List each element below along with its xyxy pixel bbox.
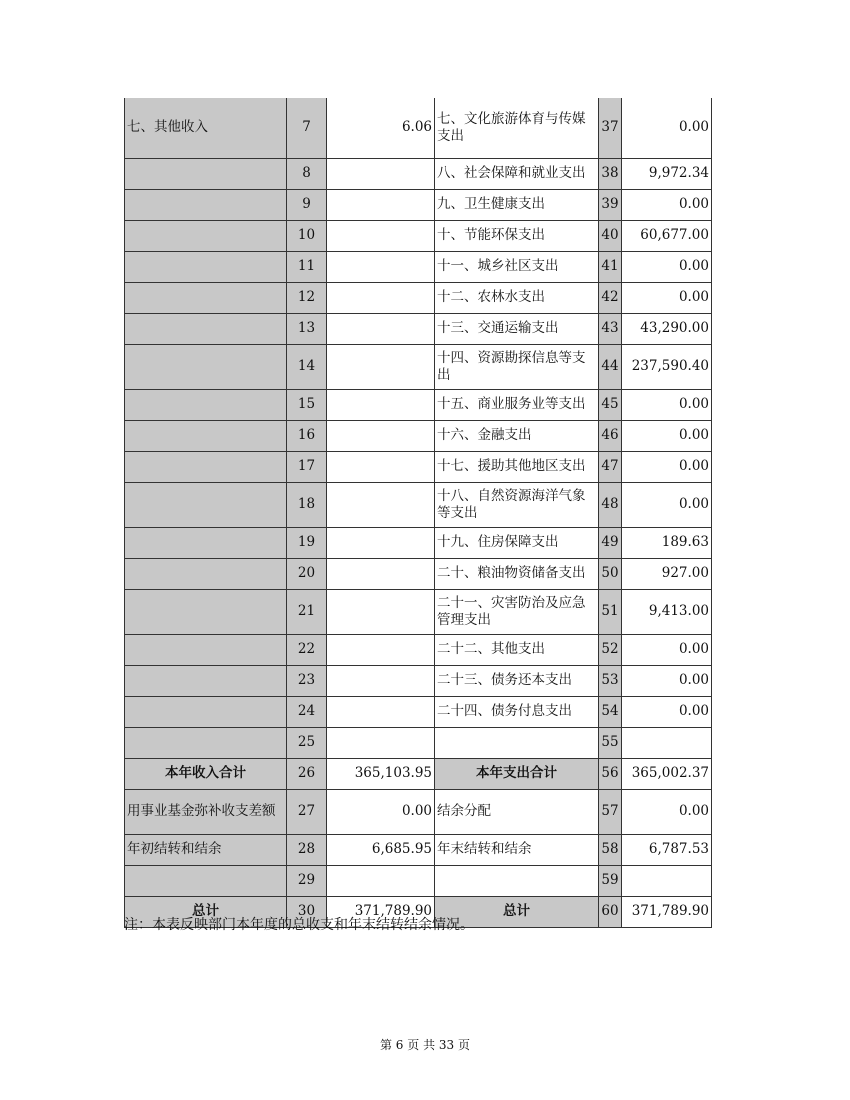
right-label-cell: 十九、住房保障支出 xyxy=(435,527,599,558)
table-row xyxy=(125,527,712,558)
right-amount-cell: 0.00 xyxy=(622,634,712,665)
left-line-number-cell: 14 xyxy=(287,344,327,389)
right-amount-cell xyxy=(622,727,712,758)
table-row xyxy=(125,865,712,896)
right-line-number-cell: 53 xyxy=(599,665,622,696)
right-line-number-cell: 50 xyxy=(599,558,622,589)
left-line-number-cell: 30 xyxy=(287,896,327,927)
left-label-cell xyxy=(125,420,287,451)
footer-prefix: 第 xyxy=(379,1038,392,1052)
left-line-number-cell: 11 xyxy=(287,251,327,282)
right-line-number-cell: 40 xyxy=(599,220,622,251)
table-row xyxy=(125,389,712,420)
left-line-number-cell: 19 xyxy=(287,527,327,558)
right-line-number-cell: 58 xyxy=(599,834,622,865)
table-row xyxy=(125,313,712,344)
left-line-number-cell: 28 xyxy=(287,834,327,865)
right-amount-cell: 927.00 xyxy=(622,558,712,589)
table-row xyxy=(125,420,712,451)
left-line-number-cell: 12 xyxy=(287,282,327,313)
left-amount-cell xyxy=(327,451,435,482)
table-row xyxy=(125,344,712,389)
table-row xyxy=(125,251,712,282)
table-row xyxy=(125,589,712,634)
right-label-cell: 二十四、债务付息支出 xyxy=(435,696,599,727)
left-label-cell xyxy=(125,282,287,313)
left-amount-cell xyxy=(327,313,435,344)
right-amount-cell: 237,590.40 xyxy=(622,344,712,389)
right-label-cell: 二十一、灾害防治及应急管理支出 xyxy=(435,589,599,634)
left-label-cell xyxy=(125,482,287,527)
left-line-number-cell: 7 xyxy=(287,98,327,158)
right-amount-cell: 60,677.00 xyxy=(622,220,712,251)
left-label-cell xyxy=(125,313,287,344)
right-line-number-cell: 51 xyxy=(599,589,622,634)
right-amount-cell: 0.00 xyxy=(622,451,712,482)
right-label-cell: 年末结转和结余 xyxy=(435,834,599,865)
footer-page-number: 6 xyxy=(395,1038,404,1052)
footer-suffix: 页 xyxy=(458,1038,471,1052)
table-note: 注：本表反映部门本年度的总收支和年末结转结余情况。 xyxy=(124,917,474,933)
table-row xyxy=(125,696,712,727)
left-line-number-cell: 27 xyxy=(287,789,327,834)
right-amount-cell: 0.00 xyxy=(622,282,712,313)
left-line-number-cell: 9 xyxy=(287,189,327,220)
left-label-cell xyxy=(125,189,287,220)
left-label-cell xyxy=(125,344,287,389)
left-label-cell xyxy=(125,634,287,665)
table-row xyxy=(125,451,712,482)
footer-total-pages: 33 xyxy=(438,1038,455,1052)
left-line-number-cell: 13 xyxy=(287,313,327,344)
table-row xyxy=(125,158,712,189)
right-label-cell: 十六、金融支出 xyxy=(435,420,599,451)
table-row xyxy=(125,758,712,789)
left-label-cell xyxy=(125,589,287,634)
right-amount-cell: 0.00 xyxy=(622,251,712,282)
right-line-number-cell: 52 xyxy=(599,634,622,665)
left-amount-cell xyxy=(327,665,435,696)
left-line-number-cell: 18 xyxy=(287,482,327,527)
left-amount-cell xyxy=(327,558,435,589)
right-line-number-cell: 60 xyxy=(599,896,622,927)
left-amount-cell xyxy=(327,865,435,896)
table-row xyxy=(125,482,712,527)
left-amount-cell: 6,685.95 xyxy=(327,834,435,865)
right-line-number-cell: 41 xyxy=(599,251,622,282)
right-line-number-cell: 57 xyxy=(599,789,622,834)
left-amount-cell xyxy=(327,158,435,189)
left-line-number-cell: 21 xyxy=(287,589,327,634)
right-label-cell: 二十三、债务还本支出 xyxy=(435,665,599,696)
right-label-cell: 十七、援助其他地区支出 xyxy=(435,451,599,482)
left-label-cell xyxy=(125,527,287,558)
left-amount-cell xyxy=(327,389,435,420)
left-amount-cell xyxy=(327,282,435,313)
left-label-cell: 七、其他收入 xyxy=(125,98,287,158)
left-label-cell xyxy=(125,251,287,282)
right-line-number-cell: 56 xyxy=(599,758,622,789)
right-label-cell: 八、社会保障和就业支出 xyxy=(435,158,599,189)
left-amount-cell: 0.00 xyxy=(327,789,435,834)
table-row xyxy=(125,189,712,220)
right-amount-cell xyxy=(622,865,712,896)
right-label-cell: 十五、商业服务业等支出 xyxy=(435,389,599,420)
right-line-number-cell: 46 xyxy=(599,420,622,451)
right-line-number-cell: 48 xyxy=(599,482,622,527)
table-row xyxy=(125,558,712,589)
left-label-cell xyxy=(125,158,287,189)
left-label-cell xyxy=(125,220,287,251)
table-row xyxy=(125,634,712,665)
right-line-number-cell: 45 xyxy=(599,389,622,420)
right-label-cell: 十八、自然资源海洋气象等支出 xyxy=(435,482,599,527)
right-line-number-cell: 44 xyxy=(599,344,622,389)
right-label-cell: 十、节能环保支出 xyxy=(435,220,599,251)
right-amount-cell: 365,002.37 xyxy=(622,758,712,789)
right-line-number-cell: 49 xyxy=(599,527,622,558)
right-line-number-cell: 42 xyxy=(599,282,622,313)
left-label-cell xyxy=(125,389,287,420)
right-label-cell: 十二、农林水支出 xyxy=(435,282,599,313)
right-line-number-cell: 38 xyxy=(599,158,622,189)
right-amount-cell: 9,972.34 xyxy=(622,158,712,189)
right-label-cell: 九、卫生健康支出 xyxy=(435,189,599,220)
left-amount-cell xyxy=(327,251,435,282)
left-label-cell: 年初结转和结余 xyxy=(125,834,287,865)
left-line-number-cell: 26 xyxy=(287,758,327,789)
right-line-number-cell: 39 xyxy=(599,189,622,220)
left-amount-cell: 6.06 xyxy=(327,98,435,158)
right-line-number-cell: 54 xyxy=(599,696,622,727)
left-label-cell xyxy=(125,865,287,896)
left-label-cell: 本年收入合计 xyxy=(125,758,287,789)
left-amount-cell: 365,103.95 xyxy=(327,758,435,789)
left-amount-cell xyxy=(327,696,435,727)
left-amount-cell xyxy=(327,220,435,251)
left-line-number-cell: 8 xyxy=(287,158,327,189)
left-amount-cell: 371,789.90 xyxy=(327,896,435,927)
right-amount-cell: 0.00 xyxy=(622,789,712,834)
right-line-number-cell: 47 xyxy=(599,451,622,482)
right-amount-cell: 0.00 xyxy=(622,482,712,527)
left-line-number-cell: 22 xyxy=(287,634,327,665)
right-amount-cell: 371,789.90 xyxy=(622,896,712,927)
left-line-number-cell: 16 xyxy=(287,420,327,451)
left-line-number-cell: 23 xyxy=(287,665,327,696)
left-line-number-cell: 15 xyxy=(287,389,327,420)
right-amount-cell: 0.00 xyxy=(622,389,712,420)
left-amount-cell xyxy=(327,589,435,634)
left-amount-cell xyxy=(327,634,435,665)
table-row xyxy=(125,665,712,696)
right-amount-cell: 6,787.53 xyxy=(622,834,712,865)
left-amount-cell xyxy=(327,420,435,451)
left-amount-cell xyxy=(327,344,435,389)
left-line-number-cell: 10 xyxy=(287,220,327,251)
right-amount-cell: 0.00 xyxy=(622,696,712,727)
left-line-number-cell: 25 xyxy=(287,727,327,758)
left-label-cell xyxy=(125,665,287,696)
right-label-cell: 七、文化旅游体育与传媒支出 xyxy=(435,98,599,158)
right-amount-cell: 9,413.00 xyxy=(622,589,712,634)
left-line-number-cell: 17 xyxy=(287,451,327,482)
right-label-cell: 二十二、其他支出 xyxy=(435,634,599,665)
left-label-cell xyxy=(125,451,287,482)
right-line-number-cell: 55 xyxy=(599,727,622,758)
page-footer xyxy=(0,1036,850,1053)
right-amount-cell: 0.00 xyxy=(622,420,712,451)
left-line-number-cell: 20 xyxy=(287,558,327,589)
left-amount-cell xyxy=(327,482,435,527)
left-label-cell xyxy=(125,727,287,758)
right-label-cell: 十一、城乡社区支出 xyxy=(435,251,599,282)
right-label-cell: 十三、交通运输支出 xyxy=(435,313,599,344)
right-label-cell: 总计 xyxy=(435,896,599,927)
left-label-cell: 总计 xyxy=(125,896,287,927)
right-amount-cell: 189.63 xyxy=(622,527,712,558)
table-row xyxy=(125,98,712,158)
right-label-cell: 本年支出合计 xyxy=(435,758,599,789)
budget-table xyxy=(124,98,712,928)
right-label-cell xyxy=(435,727,599,758)
left-amount-cell xyxy=(327,727,435,758)
right-label-cell xyxy=(435,865,599,896)
left-label-cell xyxy=(125,696,287,727)
right-line-number-cell: 59 xyxy=(599,865,622,896)
table-row xyxy=(125,282,712,313)
table-row xyxy=(125,220,712,251)
right-label-cell: 二十、粮油物资储备支出 xyxy=(435,558,599,589)
footer-mid: 页 共 xyxy=(407,1038,436,1052)
table-row xyxy=(125,789,712,834)
left-label-cell: 用事业基金弥补收支差额 xyxy=(125,789,287,834)
left-line-number-cell: 24 xyxy=(287,696,327,727)
left-amount-cell xyxy=(327,527,435,558)
right-label-cell: 十四、资源勘探信息等支出 xyxy=(435,344,599,389)
right-label-cell: 结余分配 xyxy=(435,789,599,834)
table-row xyxy=(125,727,712,758)
table-row xyxy=(125,834,712,865)
right-amount-cell: 43,290.00 xyxy=(622,313,712,344)
right-amount-cell: 0.00 xyxy=(622,189,712,220)
right-line-number-cell: 37 xyxy=(599,98,622,158)
left-line-number-cell: 29 xyxy=(287,865,327,896)
right-amount-cell: 0.00 xyxy=(622,98,712,158)
right-line-number-cell: 43 xyxy=(599,313,622,344)
left-amount-cell xyxy=(327,189,435,220)
right-amount-cell: 0.00 xyxy=(622,665,712,696)
left-label-cell xyxy=(125,558,287,589)
